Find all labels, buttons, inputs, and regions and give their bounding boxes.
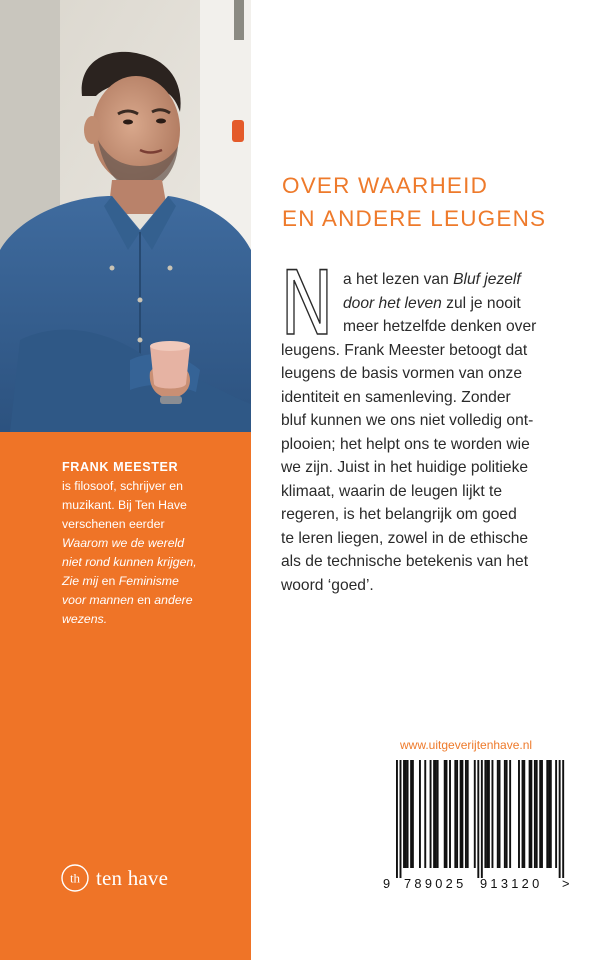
- barcode-bar: [396, 760, 398, 878]
- barcode-bar: [536, 760, 538, 868]
- blurb-line: we zijn. Juist in het huidige politieke: [281, 459, 529, 476]
- barcode-bar: [530, 760, 532, 868]
- blurb-line: bluf kunnen we ons niet volledig ont-: [281, 412, 534, 429]
- barcode-bar: [419, 760, 421, 868]
- barcode-bar: [539, 760, 541, 868]
- barcode-bar: [456, 760, 458, 868]
- barcode-bar: [523, 760, 525, 868]
- isbn-quiet-zone-mark: >: [562, 876, 570, 891]
- blurb-line: a het lezen van Bluf jezelf: [343, 271, 521, 288]
- left-panel: [0, 0, 251, 960]
- author-book-title: niet rond kunnen krijgen,: [62, 555, 197, 569]
- author-book-title: wezens.: [62, 612, 108, 626]
- isbn-group-right: 913120: [480, 876, 543, 891]
- barcode-bar: [491, 760, 493, 868]
- blurb-line: te leren liegen, zowel in de ethische: [281, 529, 529, 547]
- blurb-line: plooien; het helpt ons te worden wie: [281, 435, 530, 453]
- barcode-bar: [400, 760, 402, 878]
- author-bio-line: [62, 572, 242, 591]
- blurb-line: identiteit en samenleving. Zonder: [281, 388, 511, 406]
- blurb-line: als de technische betekenis van het: [281, 553, 529, 570]
- barcode-bar: [460, 760, 462, 868]
- barcode-bar: [467, 760, 469, 868]
- svg-text:N: N: [280, 252, 334, 355]
- publisher-website: www.uitgeverijtenhave.nl: [400, 738, 533, 752]
- author-bio-conjunction: en: [98, 574, 119, 588]
- barcode-bar: [488, 760, 490, 868]
- author-bio-line: muzikant. Bij Ten Have: [62, 498, 187, 512]
- book-title-line: EN ANDERE LEUGENS: [282, 206, 547, 232]
- blurb-line: klimaat, waarin de leugen lijkt te: [281, 482, 503, 500]
- barcode-bar: [433, 760, 435, 868]
- barcode-bar: [424, 760, 426, 868]
- drop-cap: [280, 252, 335, 355]
- barcode-bar: [518, 760, 520, 868]
- author-bio-line: verschenen eerder: [62, 517, 165, 531]
- barcode-bar: [430, 760, 432, 868]
- barcode-bar: [509, 760, 511, 868]
- author-book-title: Zie mij: [62, 574, 99, 588]
- isbn-first-digit: 9: [383, 876, 391, 891]
- publisher-monogram-icon: [60, 863, 90, 893]
- barcode-bar: [435, 760, 437, 868]
- barcode-bar: [499, 760, 501, 868]
- book-title-line: OVER WAARHEID: [282, 173, 489, 199]
- barcode-bar: [477, 760, 479, 878]
- barcode-bar: [529, 760, 531, 868]
- blurb-line: leugens. Frank Meester betoogt dat: [281, 341, 528, 359]
- barcode-bar: [486, 760, 488, 868]
- publisher-logo: [60, 862, 168, 894]
- book-title: [282, 169, 582, 235]
- author-book-title: voor mannen: [62, 593, 134, 607]
- barcode-bar: [474, 760, 476, 868]
- barcode-bar: [506, 760, 508, 868]
- barcode-bar: [550, 760, 552, 868]
- author-bio-line: is filosoof, schrijver en: [62, 479, 183, 493]
- blurb-line: meer hetzelfde denken over: [343, 318, 537, 335]
- barcode-bar: [412, 760, 414, 868]
- blurb-line: regeren, is het belangrijk om goed: [281, 506, 517, 523]
- barcode-bar: [562, 760, 564, 878]
- author-bio-conjunction: en: [133, 593, 155, 607]
- publisher-name: ten have: [96, 865, 169, 890]
- barcode-bar: [405, 760, 407, 868]
- barcode-bar: [522, 760, 524, 868]
- barcode-bar: [534, 760, 536, 868]
- barcode-bar: [546, 760, 548, 868]
- barcode-bar: [446, 760, 448, 868]
- author-bio: [62, 458, 242, 629]
- barcode-bars: [396, 760, 564, 878]
- isbn-group-left: 789025: [404, 876, 467, 891]
- author-book-title: Waarom we de wereld: [62, 536, 185, 550]
- barcode-bar: [449, 760, 451, 868]
- barcode-bar: [403, 760, 405, 868]
- barcode-bar: [481, 760, 483, 878]
- barcode-bar: [410, 760, 412, 868]
- blurb-line: door het leven zul je nooit: [343, 294, 521, 312]
- barcode-bar: [484, 760, 486, 868]
- barcode-bar: [548, 760, 550, 868]
- blurb-line: leugens de basis vormen van onze: [281, 365, 522, 382]
- barcode-bar: [461, 760, 463, 868]
- author-photo: [0, 0, 251, 432]
- isbn-barcode: [396, 760, 564, 894]
- barcode-bar: [444, 760, 446, 868]
- barcode-bar: [504, 760, 506, 868]
- barcode-bar: [541, 760, 543, 868]
- book-title-ref: door het leven: [343, 294, 442, 312]
- barcode-bar: [407, 760, 409, 868]
- publisher-monogram: th: [69, 870, 81, 886]
- author-bio-line: [62, 591, 242, 610]
- barcode-bar: [555, 760, 557, 868]
- barcode-bar: [559, 760, 561, 878]
- book-title-ref: Bluf jezelf: [453, 271, 521, 288]
- author-book-title: Feminisme: [118, 574, 179, 588]
- barcode-bar: [437, 760, 439, 868]
- author-name: FRANK MEESTER: [62, 460, 179, 474]
- barcode-bar: [497, 760, 499, 868]
- barcode-bar: [454, 760, 456, 868]
- author-book-title: andere: [154, 593, 193, 607]
- barcode-bar: [465, 760, 467, 868]
- blurb-line: woord ‘goed’.: [281, 576, 374, 594]
